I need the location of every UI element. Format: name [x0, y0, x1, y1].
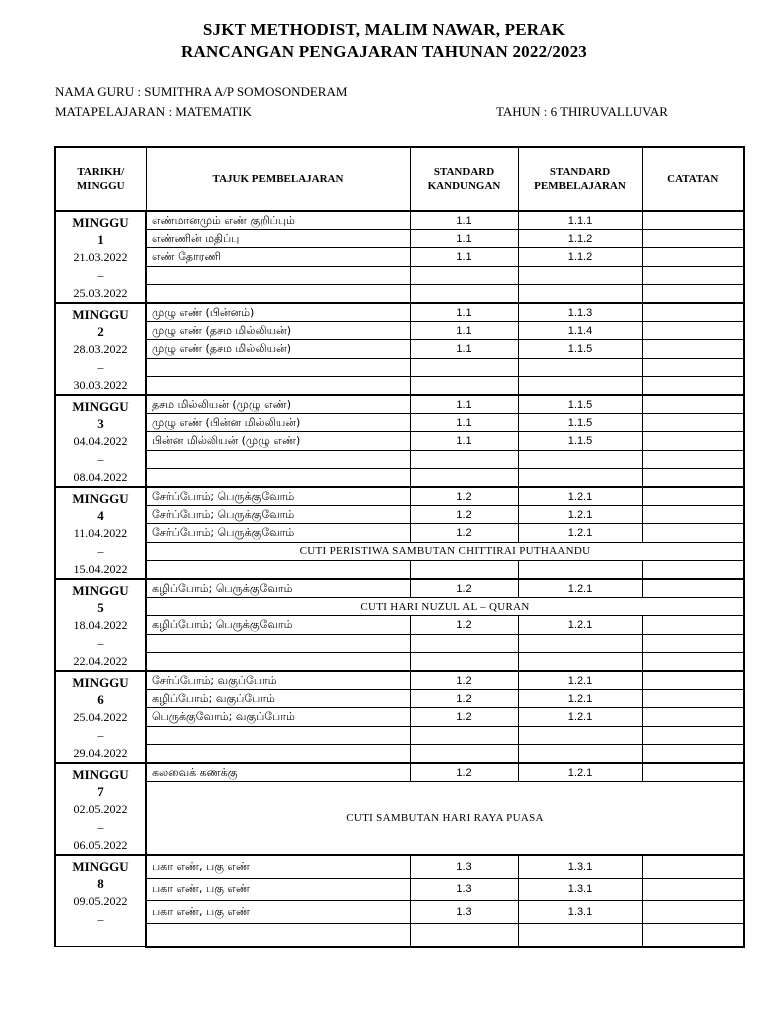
table-row: [55, 726, 744, 744]
plan-title: RANCANGAN PENGAJARAN TAHUNAN 2022/2023: [181, 42, 587, 61]
notes-cell: [642, 671, 744, 690]
notes-cell: [642, 376, 744, 395]
week-cell: [55, 579, 146, 671]
week-date-dash: –: [97, 820, 104, 834]
table-row: [55, 616, 744, 634]
standard-pembelajaran-cell: [518, 560, 642, 579]
notes-cell: [642, 230, 744, 248]
standard-kandungan-cell: [410, 468, 518, 487]
standard-pembelajaran-cell: [518, 376, 642, 395]
standard-kandungan-cell: 1.2: [410, 616, 518, 634]
standard-kandungan-cell: 1.3: [410, 878, 518, 901]
table-row: [55, 598, 744, 616]
table-row: [55, 671, 744, 690]
notes-cell: [642, 560, 744, 579]
table-row: [55, 450, 744, 468]
notes-cell: [642, 652, 744, 671]
standard-kandungan-cell: 1.1: [410, 340, 518, 358]
week-date-dash: –: [97, 544, 104, 558]
standard-pembelajaran-cell: 1.2.1: [518, 690, 642, 708]
standard-kandungan-cell: [410, 358, 518, 376]
notes-cell: [642, 322, 744, 340]
standard-kandungan-cell: 1.1: [410, 322, 518, 340]
standard-pembelajaran-cell: [518, 450, 642, 468]
topic-cell: சேர்ப்போம்; பெருக்குவோம்: [146, 487, 410, 506]
week-cell: [55, 855, 146, 947]
week-start-date: 18.04.2022: [73, 618, 128, 632]
standard-kandungan-cell: 1.1: [410, 211, 518, 230]
notes-cell: [642, 211, 744, 230]
subject-name: MATAPELAJARAN : MATEMATIK: [55, 104, 252, 119]
table-row: [55, 744, 744, 763]
week-date-dash: –: [97, 268, 104, 282]
standard-kandungan-cell: [410, 744, 518, 763]
standard-pembelajaran-cell: 1.2.1: [518, 763, 642, 782]
week-cell: [55, 395, 146, 487]
notes-cell: [642, 690, 744, 708]
week-label: MINGGU: [72, 583, 129, 598]
topic-cell: [146, 284, 410, 303]
topic-cell: பகா எண், பகு எண்: [146, 878, 410, 901]
topic-cell: [146, 634, 410, 652]
table-row: [55, 376, 744, 395]
table-row: [55, 340, 744, 358]
week-label: MINGGU: [72, 399, 129, 414]
week-label: MINGGU: [72, 675, 129, 690]
standard-kandungan-cell: [410, 376, 518, 395]
week-number: 8: [97, 876, 104, 891]
topic-cell: முழு எண் (பின்னம்): [146, 303, 410, 322]
notes-cell: [642, 450, 744, 468]
topic-cell: [146, 560, 410, 579]
standard-pembelajaran-cell: 1.2.1: [518, 671, 642, 690]
standard-kandungan-cell: 1.2: [410, 487, 518, 506]
standard-pembelajaran-cell: 1.1.5: [518, 340, 642, 358]
week-number: 6: [97, 692, 104, 707]
table-row: [55, 230, 744, 248]
table-row: [55, 468, 744, 487]
week-cell: [55, 303, 146, 395]
topic-cell: எண்மானமும் எண் குறிப்பும்: [146, 211, 410, 230]
standard-pembelajaran-cell: 1.2.1: [518, 616, 642, 634]
week-end-date: 08.04.2022: [73, 470, 128, 484]
week-start-date: 21.03.2022: [73, 250, 128, 264]
week-end-date: 06.05.2022: [73, 838, 128, 852]
standard-pembelajaran-cell: 1.2.1: [518, 506, 642, 524]
topic-cell: கழிப்போம்; பெருக்குவோம்: [146, 616, 410, 634]
notes-cell: [642, 855, 744, 878]
table-row: [55, 303, 744, 322]
table-row: [55, 901, 744, 924]
standard-kandungan-cell: 1.3: [410, 901, 518, 924]
standard-kandungan-cell: 1.2: [410, 763, 518, 782]
standard-kandungan-cell: 1.2: [410, 524, 518, 542]
table-row: [55, 432, 744, 450]
table-row: [55, 395, 744, 414]
standard-pembelajaran-cell: 1.3.1: [518, 855, 642, 878]
col-header-topic: TAJUK PEMBELAJARAN: [146, 147, 410, 211]
week-number: 2: [97, 324, 104, 339]
week-start-date: 28.03.2022: [73, 342, 128, 356]
notes-cell: [642, 487, 744, 506]
week-number: 4: [97, 508, 104, 523]
table-row: [55, 487, 744, 506]
topic-cell: கலவைக் கணக்கு: [146, 763, 410, 782]
notes-cell: [642, 340, 744, 358]
standard-kandungan-cell: [410, 726, 518, 744]
standard-kandungan-cell: 1.2: [410, 708, 518, 726]
standard-pembelajaran-cell: 1.2.1: [518, 487, 642, 506]
standard-kandungan-cell: [410, 652, 518, 671]
holiday-note: CUTI SAMBUTAN HARI RAYA PUASA: [146, 782, 744, 855]
standard-kandungan-cell: [410, 923, 518, 946]
table-row: [55, 414, 744, 432]
standard-pembelajaran-cell: [518, 468, 642, 487]
topic-cell: [146, 468, 410, 487]
topic-cell: [146, 450, 410, 468]
table-row: [55, 923, 744, 946]
notes-cell: [642, 524, 744, 542]
standard-pembelajaran-cell: 1.2.1: [518, 524, 642, 542]
table-row: [55, 560, 744, 579]
topic-cell: சேர்ப்போம்; பெருக்குவோம்: [146, 524, 410, 542]
topic-cell: [146, 376, 410, 395]
topic-cell: பகா எண், பகு எண்: [146, 901, 410, 924]
table-row: [55, 248, 744, 266]
week-label: MINGGU: [72, 491, 129, 506]
topic-cell: [146, 266, 410, 284]
table-row: [55, 782, 744, 855]
standard-pembelajaran-cell: [518, 266, 642, 284]
week-number: 7: [97, 784, 104, 799]
standard-kandungan-cell: 1.1: [410, 230, 518, 248]
standard-kandungan-cell: 1.2: [410, 579, 518, 598]
class-year: TAHUN : 6 THIRUVALLUVAR: [496, 104, 668, 119]
standard-pembelajaran-cell: [518, 744, 642, 763]
standard-pembelajaran-cell: [518, 634, 642, 652]
week-label: MINGGU: [72, 859, 129, 874]
table-row: [55, 266, 744, 284]
topic-cell: எண்ணின் மதிப்பு: [146, 230, 410, 248]
topic-cell: சேர்ப்போம்; வகுப்போம்: [146, 671, 410, 690]
topic-cell: [146, 744, 410, 763]
notes-cell: [642, 744, 744, 763]
topic-cell: தசம மில்லியன் (முழு எண்): [146, 395, 410, 414]
week-cell: [55, 763, 146, 855]
notes-cell: [642, 878, 744, 901]
col-header-notes: CATATAN: [642, 147, 744, 211]
standard-pembelajaran-cell: 1.2.1: [518, 579, 642, 598]
week-end-date: 22.04.2022: [73, 654, 128, 668]
standard-kandungan-cell: [410, 560, 518, 579]
standard-kandungan-cell: 1.1: [410, 432, 518, 450]
week-number: 3: [97, 416, 104, 431]
table-row: [55, 211, 744, 230]
standard-kandungan-cell: 1.2: [410, 671, 518, 690]
week-date-dash: –: [97, 636, 104, 650]
table-row: [55, 690, 744, 708]
standard-pembelajaran-cell: 1.1.1: [518, 211, 642, 230]
notes-cell: [642, 616, 744, 634]
topic-cell: முழு எண் (தசம மில்லியன்): [146, 340, 410, 358]
standard-pembelajaran-cell: 1.1.2: [518, 230, 642, 248]
standard-kandungan-cell: [410, 634, 518, 652]
week-cell: [55, 487, 146, 579]
week-end-date: 15.04.2022: [73, 562, 128, 576]
topic-cell: [146, 358, 410, 376]
yearly-plan-table: [54, 146, 745, 948]
week-end-date: 25.03.2022: [73, 286, 128, 300]
notes-cell: [642, 414, 744, 432]
notes-cell: [642, 248, 744, 266]
standard-kandungan-cell: 1.2: [410, 690, 518, 708]
standard-pembelajaran-cell: 1.1.5: [518, 414, 642, 432]
notes-cell: [642, 506, 744, 524]
table-row: [55, 579, 744, 598]
standard-pembelajaran-cell: [518, 284, 642, 303]
topic-cell: சேர்ப்போம்; பெருக்குவோம்: [146, 506, 410, 524]
standard-kandungan-cell: 1.1: [410, 395, 518, 414]
standard-kandungan-cell: [410, 450, 518, 468]
topic-cell: முழு எண் (தசம மில்லியன்): [146, 322, 410, 340]
topic-cell: முழு எண் (பின்ன மில்லியன்): [146, 414, 410, 432]
topic-cell: [146, 923, 410, 946]
week-label: MINGGU: [72, 307, 129, 322]
notes-cell: [642, 708, 744, 726]
week-date-dash: –: [97, 728, 104, 742]
topic-cell: பின்ன மில்லியன் (முழு எண்): [146, 432, 410, 450]
topic-cell: எண் தோரணி: [146, 248, 410, 266]
week-start-date: 04.04.2022: [73, 434, 128, 448]
notes-cell: [642, 763, 744, 782]
col-header-sp: STANDARD PEMBELAJARAN: [518, 147, 642, 211]
week-date-dash: –: [97, 912, 104, 926]
standard-kandungan-cell: [410, 266, 518, 284]
notes-cell: [642, 634, 744, 652]
week-label: MINGGU: [72, 767, 129, 782]
notes-cell: [642, 395, 744, 414]
week-start-date: 25.04.2022: [73, 710, 128, 724]
table-row: [55, 634, 744, 652]
week-cell: [55, 211, 146, 303]
week-end-date: 30.03.2022: [73, 378, 128, 392]
table-row: [55, 524, 744, 542]
table-row: [55, 322, 744, 340]
standard-pembelajaran-cell: 1.1.5: [518, 395, 642, 414]
standard-pembelajaran-cell: 1.1.4: [518, 322, 642, 340]
topic-cell: கழிப்போம்; வகுப்போம்: [146, 690, 410, 708]
standard-pembelajaran-cell: [518, 358, 642, 376]
holiday-note: CUTI PERISTIWA SAMBUTAN CHITTIRAI PUTHAANDU: [146, 542, 744, 560]
notes-cell: [642, 579, 744, 598]
notes-cell: [642, 468, 744, 487]
notes-cell: [642, 726, 744, 744]
notes-cell: [642, 266, 744, 284]
standard-kandungan-cell: 1.1: [410, 414, 518, 432]
standard-pembelajaran-cell: 1.1.5: [518, 432, 642, 450]
table-row: [55, 358, 744, 376]
notes-cell: [642, 358, 744, 376]
topic-cell: பெருக்குவோம்; வகுப்போம்: [146, 708, 410, 726]
standard-kandungan-cell: [410, 284, 518, 303]
teacher-name: NAMA GURU : SUMITHRA A/P SOMOSONDERAM: [55, 84, 348, 99]
standard-kandungan-cell: 1.3: [410, 855, 518, 878]
week-cell: [55, 671, 146, 763]
week-number: 1: [97, 232, 104, 247]
week-date-dash: –: [97, 452, 104, 466]
holiday-note: CUTI HARI NUZUL AL – QURAN: [146, 598, 744, 616]
notes-cell: [642, 432, 744, 450]
table-row: [55, 763, 744, 782]
week-end-date: [56, 928, 145, 946]
week-end-date: 29.04.2022: [73, 746, 128, 760]
standard-pembelajaran-cell: [518, 923, 642, 946]
notes-cell: [642, 901, 744, 924]
standard-pembelajaran-cell: 1.3.1: [518, 901, 642, 924]
school-title: SJKT METHODIST, MALIM NAWAR, PERAK: [202, 20, 566, 39]
table-row: [55, 284, 744, 303]
notes-cell: [642, 923, 744, 946]
standard-pembelajaran-cell: [518, 652, 642, 671]
topic-cell: கழிப்போம்; பெருக்குவோம்: [146, 579, 410, 598]
col-header-date: TARIKH/ MINGGU: [55, 147, 146, 211]
standard-kandungan-cell: 1.1: [410, 248, 518, 266]
standard-pembelajaran-cell: 1.3.1: [518, 878, 642, 901]
topic-cell: பகா எண், பகு எண்: [146, 855, 410, 878]
topic-cell: [146, 726, 410, 744]
week-date-dash: –: [97, 360, 104, 374]
standard-pembelajaran-cell: [518, 726, 642, 744]
week-start-date: 02.05.2022: [73, 802, 128, 816]
table-row: [55, 855, 744, 878]
table-row: [55, 652, 744, 671]
standard-pembelajaran-cell: 1.2.1: [518, 708, 642, 726]
standard-kandungan-cell: 1.1: [410, 303, 518, 322]
topic-cell: [146, 652, 410, 671]
week-start-date: 09.05.2022: [73, 894, 128, 908]
notes-cell: [642, 284, 744, 303]
week-label: MINGGU: [72, 215, 129, 230]
table-row: [55, 708, 744, 726]
week-number: 5: [97, 600, 104, 615]
col-header-sk: STANDARD KANDUNGAN: [410, 147, 518, 211]
week-start-date: 11.04.2022: [73, 526, 128, 540]
standard-pembelajaran-cell: 1.1.3: [518, 303, 642, 322]
table-row: [55, 878, 744, 901]
standard-kandungan-cell: 1.2: [410, 506, 518, 524]
table-row: [55, 506, 744, 524]
standard-pembelajaran-cell: 1.1.2: [518, 248, 642, 266]
table-row: [55, 542, 744, 560]
notes-cell: [642, 303, 744, 322]
